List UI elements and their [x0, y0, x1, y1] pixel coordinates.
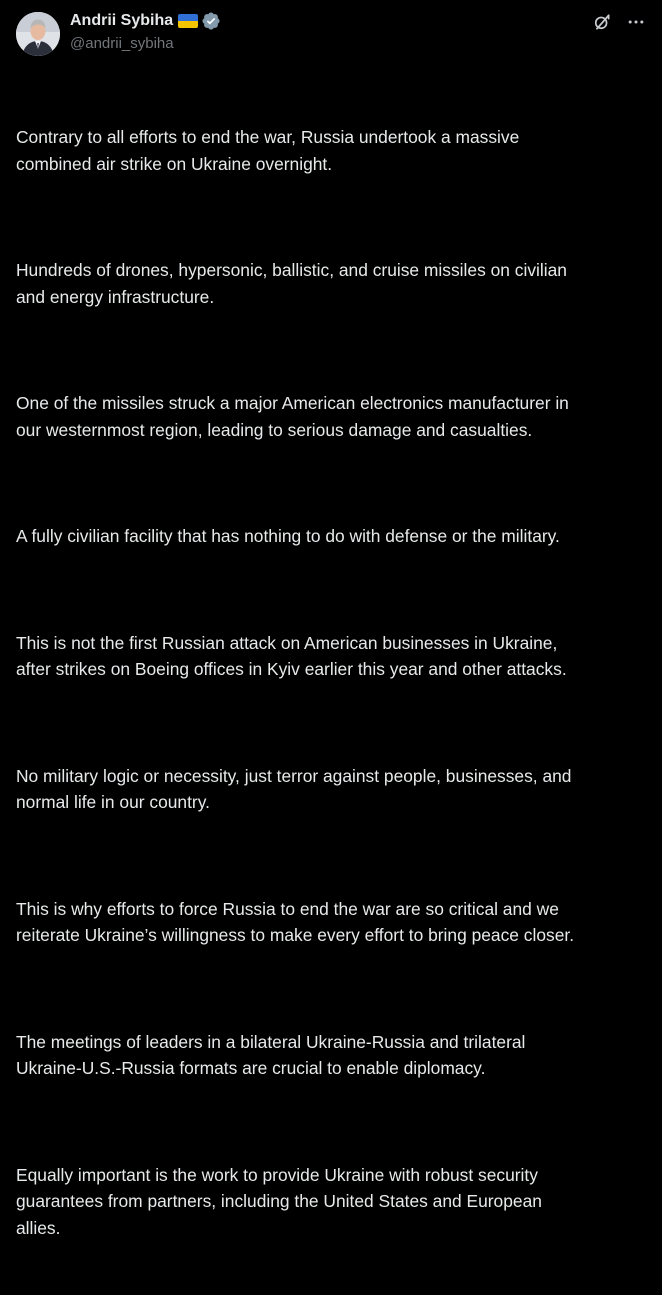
display-name[interactable]: Andrii Sybiha: [70, 12, 174, 29]
post-text: [16, 71, 650, 1295]
ukraine-flag-icon: [178, 14, 198, 28]
author-names: [70, 10, 221, 54]
post-paragraph-7: This is why efforts to force Russia to end the war are so critical and we reiterate Ukraine’s willingness to make every effort to bring peace closer.: [16, 898, 575, 945]
header-actions: [592, 10, 646, 34]
post-paragraph-4: A fully civilian facility that has nothing to do with defense or the military.: [16, 526, 560, 546]
verified-icon[interactable]: [201, 11, 221, 31]
post-paragraph-5: This is not the first Russian attack on American businesses in Ukraine, after strikes on Boeing offices in Kyiv earlier this year and other attacks.: [16, 632, 567, 679]
post-paragraph-3: One of the missiles struck a major American electronics manufacturer in our westernmost region, leading to serious damage and casualties.: [16, 393, 569, 440]
author-handle[interactable]: @andrii_sybiha: [70, 35, 174, 52]
avatar-image: [16, 12, 60, 56]
post-paragraph-9: Equally important is the work to provide Ukraine with robust security guarantees from partners, including the United States and European allies.: [16, 1164, 542, 1238]
post-paragraph-6: No military logic or necessity, just terror against people, businesses, and normal life in our country.: [16, 765, 572, 812]
avatar[interactable]: [16, 12, 60, 56]
grok-icon[interactable]: [592, 12, 612, 32]
post-paragraph-2: Hundreds of drones, hypersonic, ballistic, and cruise missiles on civilian and energy infrastructure.: [16, 260, 567, 307]
name-row: [70, 10, 221, 32]
more-options-icon[interactable]: [626, 12, 646, 32]
post-header: [16, 10, 646, 60]
post-paragraph-1: Contrary to all efforts to end the war, Russia undertook a massive combined air strike on Ukraine overnight.: [16, 127, 520, 174]
post-paragraph-8: The meetings of leaders in a bilateral Ukraine-Russia and trilateral Ukraine-U.S.-Russia formats are crucial to enable diplomacy.: [16, 1031, 526, 1078]
